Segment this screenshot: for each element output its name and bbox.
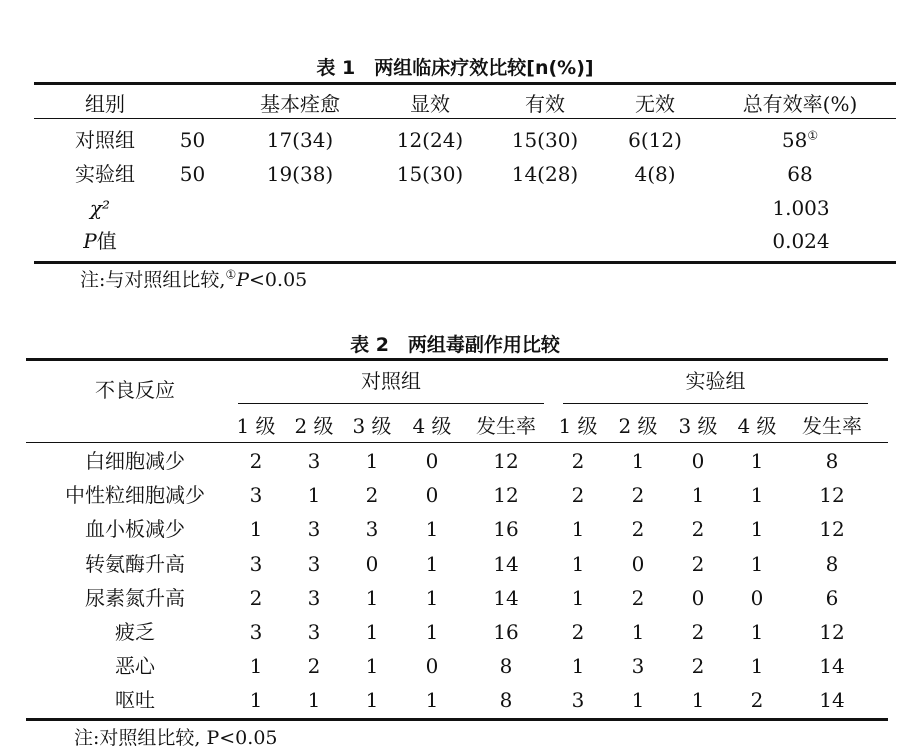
table2-cell: 1 <box>750 620 764 644</box>
table2-cell: 0 <box>425 449 439 473</box>
table2-cell: 1 <box>425 620 439 644</box>
table2-cell: 1 <box>425 688 439 713</box>
table1-cell: 实验组 <box>75 162 135 186</box>
table2-cell: 1 <box>750 449 764 473</box>
table2-cell: 14 <box>819 688 845 713</box>
table1-note: 注:与对照组比较,①P<0.05 <box>80 267 308 291</box>
table2-subheader-cell: 4 级 <box>737 414 777 438</box>
table1-header-cell: 组别 <box>85 92 125 116</box>
table1-cell: 12(24) <box>396 128 464 152</box>
table2-cell: 0 <box>691 449 705 473</box>
table2-cell: 2 <box>365 483 379 508</box>
table1-cell: 14(28) <box>511 162 579 186</box>
table2-cell: 0 <box>691 585 705 610</box>
table1-header-cell: 总有效率(%) <box>742 92 858 116</box>
table1-cell: 58① <box>781 128 819 152</box>
table2-cell: 1 <box>750 654 764 679</box>
table2-note: 注:对照组比较, P<0.05 <box>74 727 278 749</box>
table2-cell: 12 <box>493 483 519 508</box>
table2-cell: 12 <box>819 483 845 508</box>
table2-subheader-cell: 发生率 <box>802 414 862 438</box>
table2-cell: 1 <box>631 620 645 644</box>
table2-cell: 3 <box>307 620 321 644</box>
table2-cell: 16 <box>493 517 519 542</box>
table2-cell: 3 <box>571 688 585 713</box>
table2-cell: 8 <box>499 654 513 679</box>
table2-top-rule <box>26 358 888 361</box>
table2-cell: 2 <box>631 517 645 542</box>
table2-cell: 14 <box>493 585 519 610</box>
table1-header-rule <box>34 118 896 119</box>
table2-subheader-cell: 3 级 <box>352 414 392 438</box>
table2-cell: 1 <box>365 585 379 610</box>
table2-cell: 1 <box>571 517 585 542</box>
table2-subheader-cell: 发生率 <box>476 414 536 438</box>
table2-cell: 3 <box>307 551 321 576</box>
table2-cell: 3 <box>249 551 263 576</box>
table1-cell: 6(12) <box>628 128 682 152</box>
table1-cell: 19(38) <box>266 162 334 186</box>
table1-header-cell: 基本痊愈 <box>260 92 340 116</box>
table2-subheader-cell: 3 级 <box>678 414 718 438</box>
table2-cell: 8 <box>825 551 839 576</box>
table1-cell: 15(30) <box>511 128 579 152</box>
table2-cell: 2 <box>249 449 263 473</box>
table2-cell: 2 <box>631 585 645 610</box>
table2-cell: 1 <box>249 654 263 679</box>
table2-cell: 2 <box>691 551 705 576</box>
table2-cell: 2 <box>571 483 585 508</box>
table2-cell: 1 <box>425 585 439 610</box>
table2-group-control: 对照组 <box>361 369 421 393</box>
table1-caption: 表 1 两组临床疗效比较[n(%)] <box>316 57 594 79</box>
table2-cell: 1 <box>425 551 439 576</box>
table2-cell: 1 <box>691 483 705 508</box>
table2-header-rule <box>26 442 888 443</box>
table1-cell: 15(30) <box>396 162 464 186</box>
table2-cell: 12 <box>493 449 519 473</box>
table2-cell: 2 <box>571 449 585 473</box>
table2-cell: 3 <box>365 517 379 542</box>
table1-cell: 17(34) <box>266 128 334 152</box>
table2-row-header: 不良反应 <box>95 378 175 402</box>
table2-cell: 0 <box>750 585 764 610</box>
table2-cell: 2 <box>631 483 645 508</box>
table2-row-label: 恶心 <box>115 654 155 679</box>
table2-row-label: 血小板减少 <box>85 517 185 542</box>
table2-caption: 表 2 两组毒副作用比较 <box>350 334 560 356</box>
table2-cell: 1 <box>571 585 585 610</box>
table1-bottom-rule <box>34 261 896 264</box>
table2-row-label: 转氨酶升高 <box>85 551 185 576</box>
table2-subheader-cell: 4 级 <box>412 414 452 438</box>
chi2-value: 1.003 <box>772 196 830 220</box>
table2-cell: 14 <box>819 654 845 679</box>
table2-row-label: 疲乏 <box>115 620 155 644</box>
table2-cell: 2 <box>691 620 705 644</box>
table2-group-experiment: 实验组 <box>685 369 746 393</box>
table1-header-cell: 显效 <box>410 92 450 116</box>
table2-control-group-rule <box>238 403 544 404</box>
table2-cell: 1 <box>571 654 585 679</box>
table2-cell: 1 <box>365 449 379 473</box>
table2-subheader-cell: 2 级 <box>618 414 658 438</box>
table2-cell: 3 <box>307 517 321 542</box>
table2-cell: 1 <box>249 688 263 713</box>
table2-cell: 1 <box>365 620 379 644</box>
table2-experiment-group-rule <box>563 403 868 404</box>
table2-cell: 16 <box>493 620 519 644</box>
table2-cell: 6 <box>825 585 839 610</box>
table2-cell: 0 <box>425 654 439 679</box>
table1-cell: 50 <box>179 162 206 186</box>
table2-cell: 1 <box>425 517 439 542</box>
table2-cell: 1 <box>750 483 764 508</box>
table2-cell: 3 <box>249 483 263 508</box>
p-label: P值 <box>83 229 117 253</box>
table2-cell: 3 <box>631 654 645 679</box>
table2-cell: 0 <box>425 483 439 508</box>
table2-cell: 12 <box>819 517 845 542</box>
table2-subheader-cell: 2 级 <box>294 414 334 438</box>
table2-cell: 1 <box>631 449 645 473</box>
table2-cell: 2 <box>750 688 764 713</box>
table2-cell: 3 <box>307 585 321 610</box>
table2-cell: 8 <box>825 449 839 473</box>
table1-header-cell: 无效 <box>635 92 675 116</box>
table2-row-label: 呕吐 <box>115 688 155 713</box>
table2-cell: 2 <box>571 620 585 644</box>
chi2-label: χ² <box>89 196 111 220</box>
table2-cell: 1 <box>307 688 321 713</box>
table2-cell: 3 <box>249 620 263 644</box>
table1-top-rule <box>34 82 896 85</box>
table2-cell: 12 <box>819 620 845 644</box>
table2-cell: 2 <box>691 654 705 679</box>
table2-cell: 1 <box>249 517 263 542</box>
table1-cell: 68 <box>787 162 813 186</box>
table2-cell: 2 <box>691 517 705 542</box>
table1-cell: 对照组 <box>75 128 135 152</box>
table1-cell: 50 <box>179 128 206 152</box>
table2-cell: 1 <box>750 551 764 576</box>
table2-cell: 0 <box>365 551 379 576</box>
table2-cell: 14 <box>493 551 519 576</box>
table2-row-label: 白细胞减少 <box>85 449 185 473</box>
table2-cell: 1 <box>750 517 764 542</box>
table2-cell: 1 <box>365 654 379 679</box>
table2-cell: 1 <box>365 688 379 713</box>
table2-cell: 2 <box>307 654 321 679</box>
table2-row-label: 中性粒细胞减少 <box>65 483 205 508</box>
table2-subheader-cell: 1 级 <box>236 414 276 438</box>
table2-subheader-cell: 1 级 <box>558 414 598 438</box>
table1-cell: 4(8) <box>634 162 676 186</box>
p-value: 0.024 <box>772 229 830 253</box>
table2-row-label: 尿素氮升高 <box>85 585 185 610</box>
table2-cell: 1 <box>691 688 705 713</box>
table2-cell: 1 <box>307 483 321 508</box>
table2-cell: 3 <box>307 449 321 473</box>
table2-bottom-rule <box>26 718 888 721</box>
table2-cell: 1 <box>571 551 585 576</box>
table2-cell: 2 <box>249 585 263 610</box>
table1-header-cell: 有效 <box>525 92 565 116</box>
table2-cell: 8 <box>499 688 513 713</box>
table2-cell: 0 <box>631 551 645 576</box>
table2-cell: 1 <box>631 688 645 713</box>
